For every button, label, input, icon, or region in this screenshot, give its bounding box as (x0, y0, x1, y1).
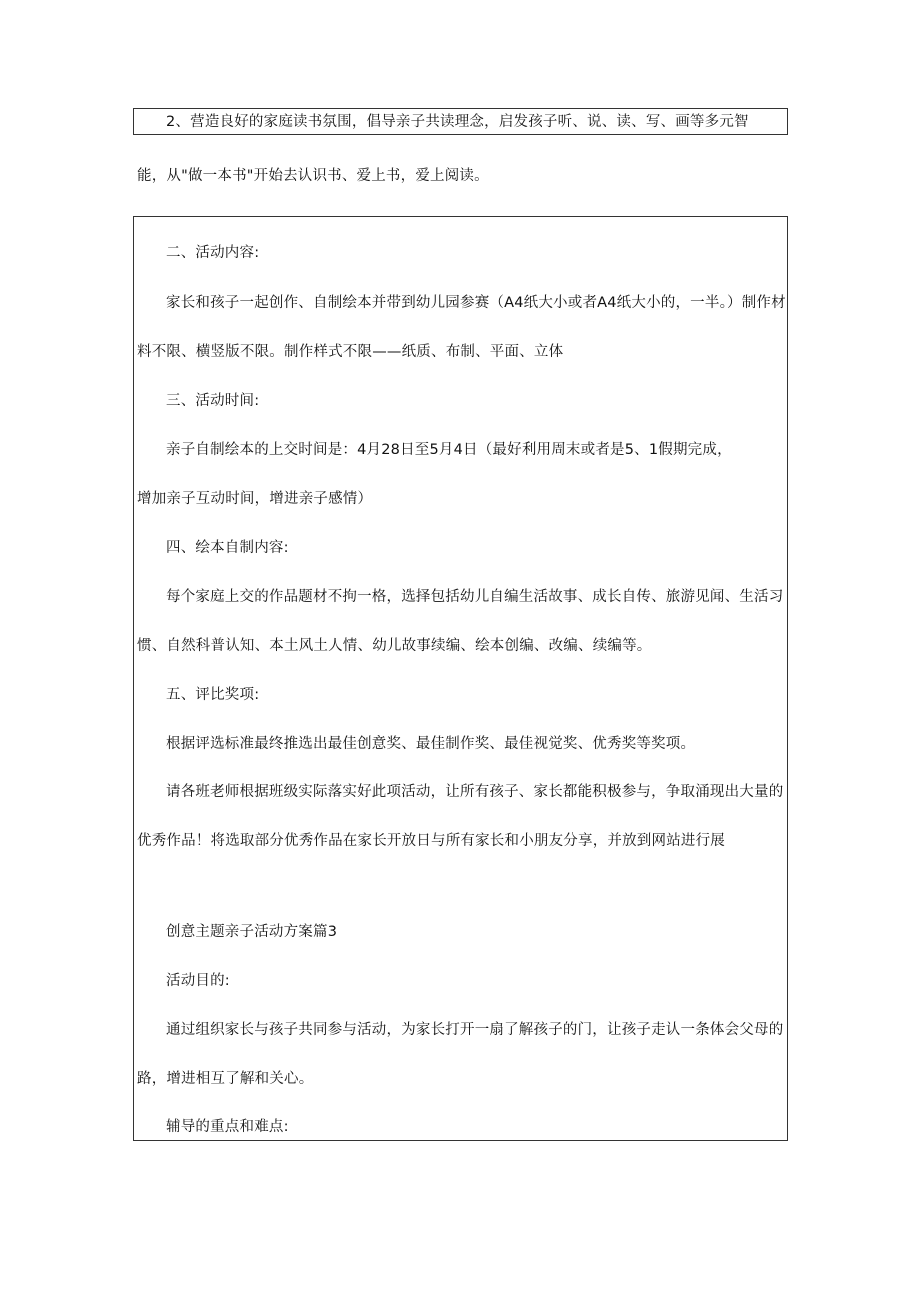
paragraph-line: 路，增进相互了解和关心。 (137, 1071, 314, 1087)
paragraph-line: 每个家庭上交的作品题材不拘一格，选择包括幼儿自编生活故事、成长自传、旅游见闻、生活习 (166, 589, 784, 605)
section-heading-awards: 五、评比奖项: (166, 687, 260, 703)
paragraph-line: 家长和孩子一起创作、自制绘本并带到幼儿园参赛（A4纸大小或者A4纸大小的，一半。）制作材 (166, 295, 786, 311)
paragraph-line: 优秀作品！将选取部分优秀作品在家长开放日与所有家长和小朋友分享，并放到网站进行展 (137, 833, 725, 849)
plan-title: 创意主题亲子活动方案篇3 (166, 924, 338, 940)
section-heading-book-content: 四、绘本自制内容: (166, 540, 289, 556)
paragraph-line: 料不限、横竖版不限。制作样式不限——纸质、布制、平面、立体 (137, 344, 564, 360)
paragraph-line: 根据评选标准最终推选出最佳创意奖、最佳制作奖、最佳视觉奖、优秀奖等奖项。 (166, 736, 696, 752)
section-heading-content: 二、活动内容: (166, 245, 260, 261)
section-heading-purpose: 活动目的: (166, 973, 230, 989)
section-heading-key-points: 辅导的重点和难点: (166, 1119, 289, 1135)
paragraph-line: 请各班老师根据班级实际落实好此项活动，让所有孩子、家长都能积极参与，争取涌现出大量的 (166, 784, 784, 800)
continuation-paragraph: 能，从"做一本书"开始去认识书、爱上书，爱上阅读。 (137, 168, 489, 184)
paragraph-line: 增加亲子互动时间，增进亲子感情） (137, 491, 373, 507)
top-cell-text: 2、营造良好的家庭读书氛围，倡导亲子共读理念，启发孩子听、说、读、写、画等多元智 (166, 114, 749, 130)
section-heading-time: 三、活动时间: (166, 393, 260, 409)
paragraph-line: 惯、自然科普认知、本土风土人情、幼儿故事续编、绘本创编、改编、续编等。 (137, 638, 652, 654)
paragraph-line: 亲子自制绘本的上交时间是：4月28日至5月4日（最好利用周末或者是5、1假期完成， (166, 442, 732, 458)
paragraph-line: 通过组织家长与孩子共同参与活动，为家长打开一扇了解孩子的门，让孩子走认一条体会父母的 (166, 1022, 784, 1038)
